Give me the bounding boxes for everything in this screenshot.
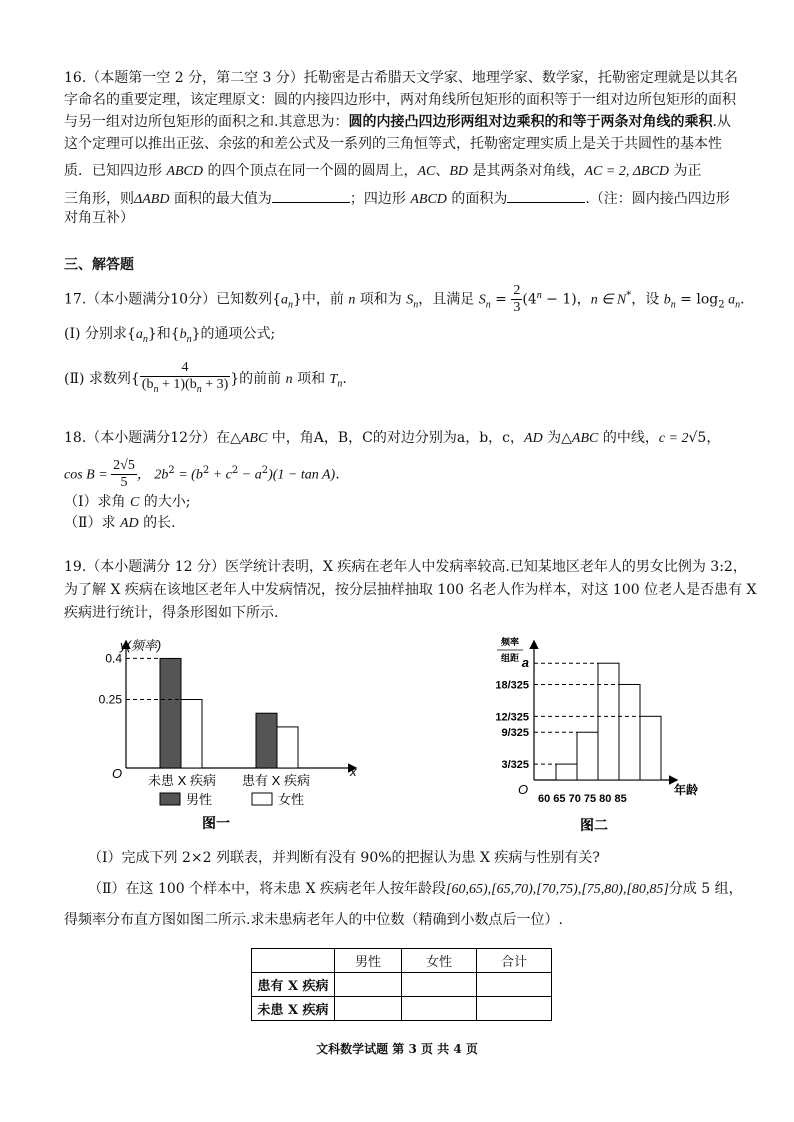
sq: 2	[168, 464, 175, 476]
eq-sign: =	[490, 291, 512, 308]
sub-n: n	[186, 333, 192, 345]
sub-n: n	[670, 299, 676, 311]
fig2-y-tick-label: 9/325	[501, 727, 529, 740]
q18-l2d: − a	[238, 467, 262, 483]
tri-abc: ABC	[240, 431, 268, 446]
fig2-y-label-bottom: 组距	[500, 653, 520, 663]
table-cell[interactable]	[335, 973, 402, 997]
q18-line-1	[64, 428, 720, 449]
table-cell[interactable]	[402, 973, 477, 997]
sub-n: n	[337, 378, 343, 390]
q19-part-2	[88, 879, 743, 900]
q16-l5a: 质．已知四边形	[64, 163, 167, 179]
q17-l1c: 项和为	[355, 291, 407, 308]
fig2-bar-70-75	[598, 663, 619, 780]
frac-den: 5	[120, 475, 128, 490]
seq-b: b	[179, 327, 187, 342]
sq: 2	[231, 464, 239, 476]
table-header-cell: 合计	[477, 949, 552, 973]
q16-l5c: 是其两条对角线，	[468, 163, 585, 179]
fig2-y-tick-label: 12/325	[495, 711, 529, 724]
var-n: n	[285, 371, 293, 387]
q18-l2b: = (b	[174, 467, 203, 483]
q16-sep: 、	[435, 163, 450, 179]
q19-line-3: 疾病进行统计，得条形图如下所示.	[64, 605, 279, 621]
angle-c: C	[129, 495, 140, 510]
q18-part-2	[64, 513, 176, 534]
q17-p1c: }的通项公式;	[191, 326, 276, 342]
table-row	[252, 997, 552, 1021]
q16-l5e: 为正	[669, 163, 702, 179]
q18-l1c: 为△	[542, 430, 572, 446]
q16-line-3-text: 与另一组对边所包矩形的面积之和.其意思为：	[64, 114, 349, 130]
table-header-cell: 女性	[402, 949, 477, 973]
fig1-bar-2-male	[256, 713, 277, 768]
q17-p1a: (Ⅰ) 分别求{	[64, 326, 136, 342]
diag-bd: BD	[449, 164, 469, 179]
frac-num: 2√5	[113, 458, 135, 473]
side-c: c = 2	[658, 431, 689, 446]
frac-den: 3	[513, 300, 521, 315]
answer-blank-1[interactable]	[272, 188, 350, 203]
q17-l1f: − 1)	[541, 291, 577, 308]
fig1-bar-1-male	[160, 658, 181, 768]
q17-l1a: 17.（本小题满分10分）已知数列{	[64, 291, 281, 308]
q18-line-2	[64, 458, 340, 491]
fig2-y-tick-label: a	[521, 655, 529, 671]
fraction-4-over	[140, 360, 230, 398]
q19-line-1: 19.（本小题满分 12 分）医学统计表明，X 疾病在老年人中发病率较高.已知某地区老年人的男女比例为 3:2，	[64, 559, 747, 575]
q16-l5b: 的四个顶点在同一个圆的圆周上，	[203, 163, 418, 179]
fig2-bar-80-85	[640, 716, 661, 780]
q18-l2a: ， 2b	[136, 467, 169, 483]
fig2-y-tick-label: 18/325	[495, 679, 529, 692]
fig1-title: 图一	[202, 815, 230, 831]
n-in-n: n ∈ N	[590, 292, 627, 308]
den-1: (b	[141, 377, 154, 392]
q18-part-1	[64, 492, 191, 513]
q18-l2f: .	[335, 466, 340, 483]
q19-part-1: （Ⅰ）完成下列 2×2 列联表，并判断有没有 90%的把握认为患 X 疾病与性别有关?	[88, 850, 600, 866]
q16-l6d: 的面积为	[446, 191, 508, 207]
q17-p2a: (Ⅱ) 求数列{	[64, 370, 140, 387]
contingency-table	[251, 948, 552, 1021]
row-label-has-disease: 患有 X 疾病	[252, 973, 335, 997]
fig1-category-2: 患有 X 疾病	[242, 773, 310, 788]
fig1-y-tick-label: 0.25	[98, 692, 122, 707]
q19-p2b: 分成 5 组，	[668, 881, 743, 897]
frac-num: 4	[140, 360, 230, 377]
sub-n: n	[288, 299, 293, 311]
legend-label-female: 女性	[278, 792, 305, 807]
q19-p2a: （Ⅱ）在这 100 个样本中，将未患 X 疾病老年人按年龄段	[88, 881, 447, 897]
fig1-bar-2-female	[277, 727, 298, 768]
q18-l2e: )(1 − tan A)	[268, 467, 336, 483]
q16-l6e: .（注：圆内接凸四边形	[585, 191, 730, 207]
sum-s: S	[406, 292, 414, 308]
row-label-no-disease: 未患 X 疾病	[252, 997, 335, 1021]
q16-line-3-end: .从	[712, 114, 731, 130]
fig2-y-label-top: 频率	[500, 637, 520, 647]
seq-b: b	[663, 292, 671, 308]
table-cell[interactable]	[477, 973, 552, 997]
sub-n: n	[153, 383, 159, 395]
den-2: + 1)(b	[158, 377, 197, 392]
fig1-y-tick-label: 0.4	[105, 651, 122, 666]
root-5: √5	[688, 430, 707, 446]
seq-a-2: a	[724, 292, 736, 308]
quad-abcd-2: ABCD	[410, 192, 447, 207]
sq: 2	[202, 464, 210, 476]
fig2-x-label: 年龄	[674, 783, 699, 797]
tri-abc-2: ABC	[571, 431, 599, 446]
legend-label-male: 男性	[186, 792, 213, 807]
q16-line-7: 对角互补）	[64, 210, 134, 226]
seq-a: a	[281, 292, 288, 308]
figure-1-chart	[80, 630, 370, 840]
legend-swatch-male	[160, 793, 180, 805]
q18-l2c: + c	[209, 467, 232, 483]
q16-l6c: ；四边形	[349, 191, 411, 207]
quad-abcd: ABCD	[166, 164, 204, 179]
fraction-2-3	[511, 283, 522, 316]
fig2-bar-60-65	[556, 764, 577, 780]
q17-l1e: (4	[522, 291, 537, 308]
q16-l6b: 面积的最大值为	[169, 191, 272, 207]
fig1-y-label: y(频率)	[120, 638, 162, 653]
legend-swatch-female	[252, 793, 272, 805]
page-footer: 文科数学试题 第 3 页 共 4 页	[316, 1042, 478, 1056]
table-cell[interactable]	[402, 997, 477, 1021]
table-header-cell	[252, 949, 335, 973]
q17-l1i: = log	[675, 291, 719, 308]
q18-p2a: （Ⅱ）求	[64, 515, 120, 531]
q17-l1g: ，	[576, 291, 591, 308]
q16-line-2: 字命名的重要定理，该定理原文：圆的内接四边形中，两对角线所包矩形的面积等于一组对边所包矩形的面积	[64, 92, 736, 108]
cos-b: cos B =	[64, 467, 112, 483]
sum-s-2: S	[478, 292, 486, 308]
q16-line-6	[64, 188, 730, 210]
q18-l1d: 的中线，	[598, 430, 659, 446]
age-intervals: [60,65),[65,70),[70,75),[75,80),[80,85]	[446, 882, 669, 897]
fig2-bar-65-70	[577, 732, 598, 780]
q16-line-4: 这个定理可以推出正弦、余弦的和差公式及一系列的三角恒等式，托勒密定理实质上是关于共圆性的基本性	[64, 136, 722, 152]
q18-l1b: 中，角A，B，C的对边分别为a，b，c，	[267, 430, 525, 446]
q17-line-1	[64, 283, 745, 316]
table-cell[interactable]	[477, 997, 552, 1021]
sub-n: n	[485, 299, 491, 311]
table-header-cell: 男性	[335, 949, 402, 973]
frac-num: 2	[513, 283, 521, 298]
fig1-origin: O	[112, 766, 123, 781]
q17-p2d: .	[342, 370, 347, 387]
q16-l6a: 三角形，则	[64, 191, 134, 207]
q16-cond: AC = 2, ΔBCD	[584, 164, 670, 179]
section-title: 三、解答题	[64, 257, 134, 273]
seg-ad: AD	[119, 516, 139, 531]
frac-den	[140, 377, 230, 398]
q17-p2b: }的前前	[230, 370, 286, 387]
q17-l1d: ，且满足	[418, 291, 479, 308]
sup-n: n	[536, 289, 542, 301]
q16-line-3	[64, 112, 731, 132]
diag-ac: AC	[417, 164, 436, 179]
fig2-origin: O	[518, 782, 529, 797]
seg-ad: AD	[524, 431, 543, 446]
q16-line-1: 16.（本题第一空 2 分，第二空 3 分）托勒密是古希腊天文学家、地理学家、数学家，托勒密定理就是以其名	[64, 70, 738, 86]
sub-n: n	[735, 299, 741, 311]
ptolemy-theorem-statement: 圆的内接凸四边形两组对边乘积的和等于两条对角线的乘积	[348, 114, 713, 130]
table-header-row	[252, 949, 552, 973]
fig1-bar-1-female	[181, 700, 202, 768]
sub-n: n	[142, 333, 148, 345]
q18-l1e: ，	[706, 430, 721, 446]
den-3: + 3)	[201, 377, 229, 392]
triangle-abd: ΔABD	[134, 192, 170, 207]
q17-l1b: }中，前	[293, 291, 349, 308]
fig2-title: 图二	[580, 817, 608, 833]
table-cell[interactable]	[335, 997, 402, 1021]
q16-line-5	[64, 161, 702, 182]
var-n: n	[348, 292, 356, 308]
q18-p1b: 的大小;	[139, 494, 191, 510]
star: *	[626, 289, 632, 301]
q19-line-2: 为了解 X 疾病在该地区老年人中发病情况，按分层抽样抽取 100 名老人作为样本，对这 100 位老人是否患有 X	[64, 582, 757, 598]
fraction-cosb	[111, 458, 137, 491]
q18-l1a: 18.（本小题满分12分）在△	[64, 430, 241, 446]
fig2-x-tick-labels: 60 65 70 75 80 85	[538, 793, 627, 805]
answer-blank-2[interactable]	[507, 188, 585, 203]
q17-p2c: 项和	[292, 370, 330, 387]
q17-part-1	[64, 324, 275, 350]
figure-2-chart	[470, 628, 720, 840]
sum-t: T	[329, 371, 338, 387]
q17-l1h: ，设	[631, 291, 664, 308]
table-row	[252, 973, 552, 997]
fig2-bar-75-80	[619, 684, 640, 780]
log-base: 2	[718, 299, 725, 311]
q17-part-2	[64, 360, 347, 398]
q18-p1a: （Ⅰ）求角	[64, 494, 130, 510]
q17-p1b: }和{	[147, 326, 180, 342]
q18-p2b: 的长.	[138, 515, 176, 531]
sub-n: n	[196, 383, 202, 395]
sq: 2	[261, 464, 269, 476]
seq-a: a	[135, 327, 143, 342]
q19-part-3: 得频率分布直方图如图二所示.求未患病老年人的中位数（精确到小数点后一位）.	[64, 912, 563, 928]
sub-n: n	[413, 299, 419, 311]
fig1-category-1: 未患 X 疾病	[148, 773, 216, 788]
fig2-y-tick-label: 3/325	[501, 759, 529, 772]
fig1-x-label: x	[350, 764, 357, 779]
q17-l1j: .	[740, 291, 745, 308]
